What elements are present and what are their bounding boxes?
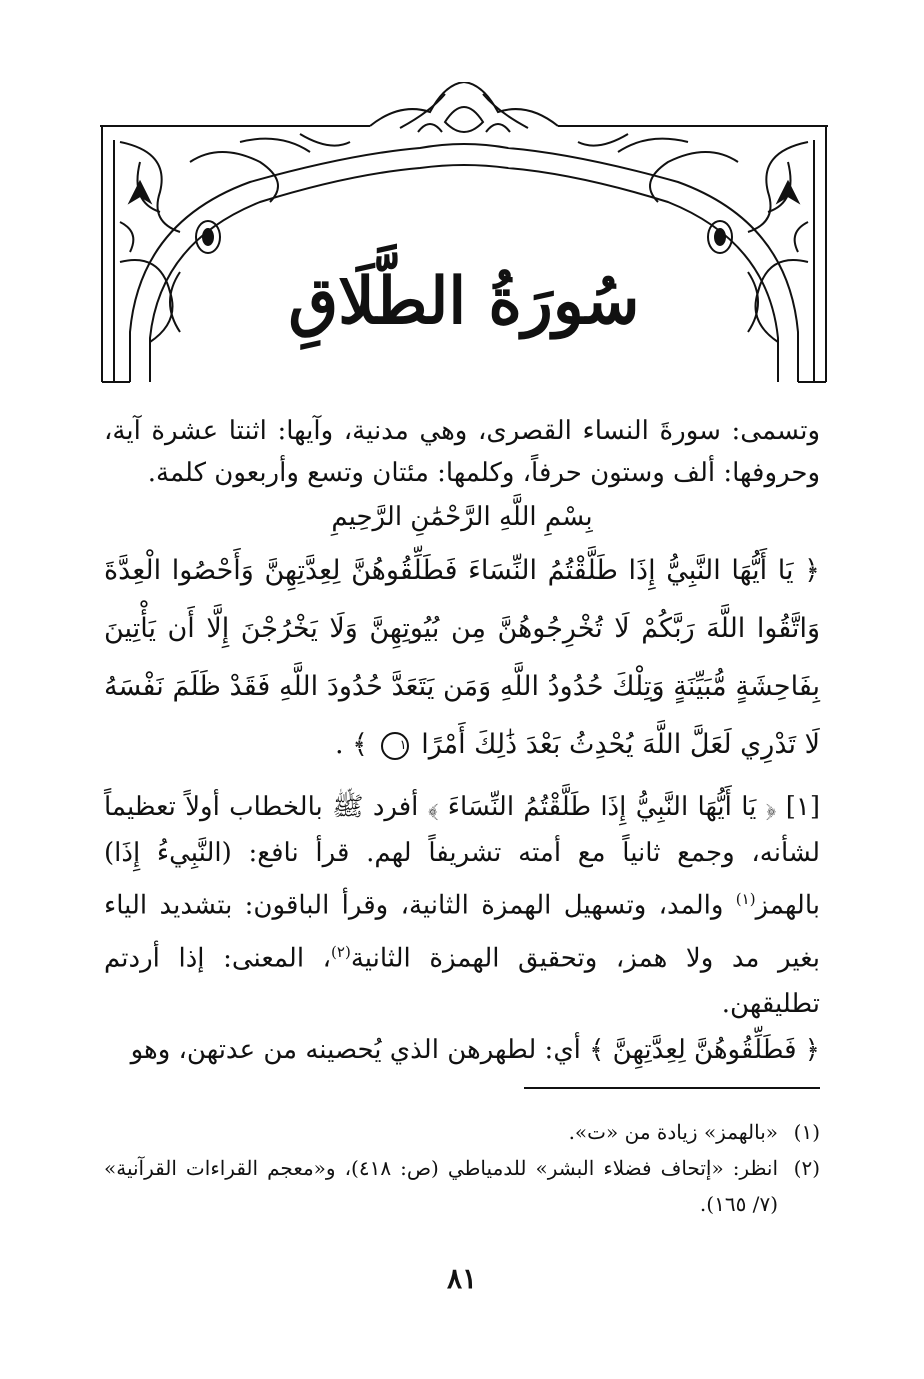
footnote-text: انظر: «إتحاف فضلاء البشر» للدمياطي (ص: ٤١٨)، و«معجم القراءات القرآنية» (٧/ ١٦٥). xyxy=(104,1156,778,1216)
basmala: بِسْمِ اللَّهِ الرَّحْمَٰنِ الرَّحِيمِ xyxy=(331,502,593,532)
footnote-item xyxy=(104,1150,820,1222)
tafsir-text-1a: أفرد ﷺ بالخطاب أولاً تعظيماً لشأنه، وجمع ثانياً مع أمته تشريفاً لهم. قرأ نافع: (النَّبِيءُ إِذَا) بالهمز xyxy=(104,792,821,921)
tafsir-section xyxy=(104,784,820,1073)
intro-line-2: وحروفها: ألف وستون حرفاً، وكلمها: مئتان وتسع وأربعون كلمة. xyxy=(147,458,820,488)
verse-closing: ﴾ . xyxy=(335,729,369,760)
footnotes xyxy=(104,1114,820,1222)
footnote-number: (٢) xyxy=(793,1156,820,1180)
intro-line-1: وتسمى: سورةَ النساء القصرى، وهي مدنية، وآيها: اثنتا عشرة آية، xyxy=(104,416,820,446)
tafsir-paragraph-2 xyxy=(104,1027,820,1073)
footnote-divider xyxy=(524,1087,820,1089)
verse-text: ﴿ يَا أَيُّهَا النَّبِيُّ إِذَا طَلَّقْتُمُ النِّسَاءَ فَطَلِّقُوهُنَّ لِعِدَّتِهِنَّ وَأَحْصُوا الْعِدَّةَ وَاتَّقُوا اللَّهَ رَبَّكُمْ لَا تُخْرِجُوهُنَّ مِن بُيُوتِهِنَّ وَلَا يَخْرُجْنَ إِلَّا أَن يَأْتِينَ بِفَاحِشَةٍ مُّبَيِّنَةٍ وَتِلْكَ حُدُودُ اللَّهِ وَمَن يَتَعَدَّ حُدُودَ اللَّهِ فَقَدْ ظَلَمَ نَفْسَهُ لَا تَدْرِي لَعَلَّ اللَّهَ يُحْدِثُ بَعْدَ ذَٰلِكَ أَمْرًا xyxy=(104,555,820,760)
page-body xyxy=(104,410,820,1073)
footnote-marker-1[interactable]: (١) xyxy=(735,890,756,908)
intro-paragraph xyxy=(104,410,820,494)
surah-title: سُورَةُ الطَّلَاقِ xyxy=(288,264,640,339)
tafsir-ref-number: [١] xyxy=(785,792,820,822)
tafsir-quote-2: ﴿ فَطَلِّقُوهُنَّ لِعِدَّتِهِنَّ ﴾ xyxy=(589,1035,820,1066)
tafsir-text-1b: والمد، وتسهيل الهمزة الثانية، وقرأ الباقون: بتشديد الياء بغير مد ولا همز، وتحقيق الهمزة الثانية xyxy=(104,890,820,974)
footnote-marker-2[interactable]: (٢) xyxy=(331,942,351,961)
quran-verse xyxy=(104,542,820,774)
tafsir-quote-1: ﴿ يَا أَيُّهَا النَّبِيُّ إِذَا طَلَّقْتُمُ النِّسَاءَ ﴾ xyxy=(427,792,777,822)
footnote-text: «بالهمز» زيادة من «ت». xyxy=(568,1120,778,1144)
footnote-number: (١) xyxy=(793,1120,820,1144)
tafsir-paragraph-1 xyxy=(104,784,820,1027)
page-number: ٨١ xyxy=(446,1262,478,1295)
tafsir-text-2: أي: لطهرهن الذي يُحصينه من عدتهن، وهو xyxy=(130,1035,581,1066)
ayah-number-marker: ١ xyxy=(381,732,409,760)
footnote-item xyxy=(104,1114,820,1150)
tafsir-text-1c: ، المعنى: إذا أردتم تطليقهن. xyxy=(104,943,820,1020)
